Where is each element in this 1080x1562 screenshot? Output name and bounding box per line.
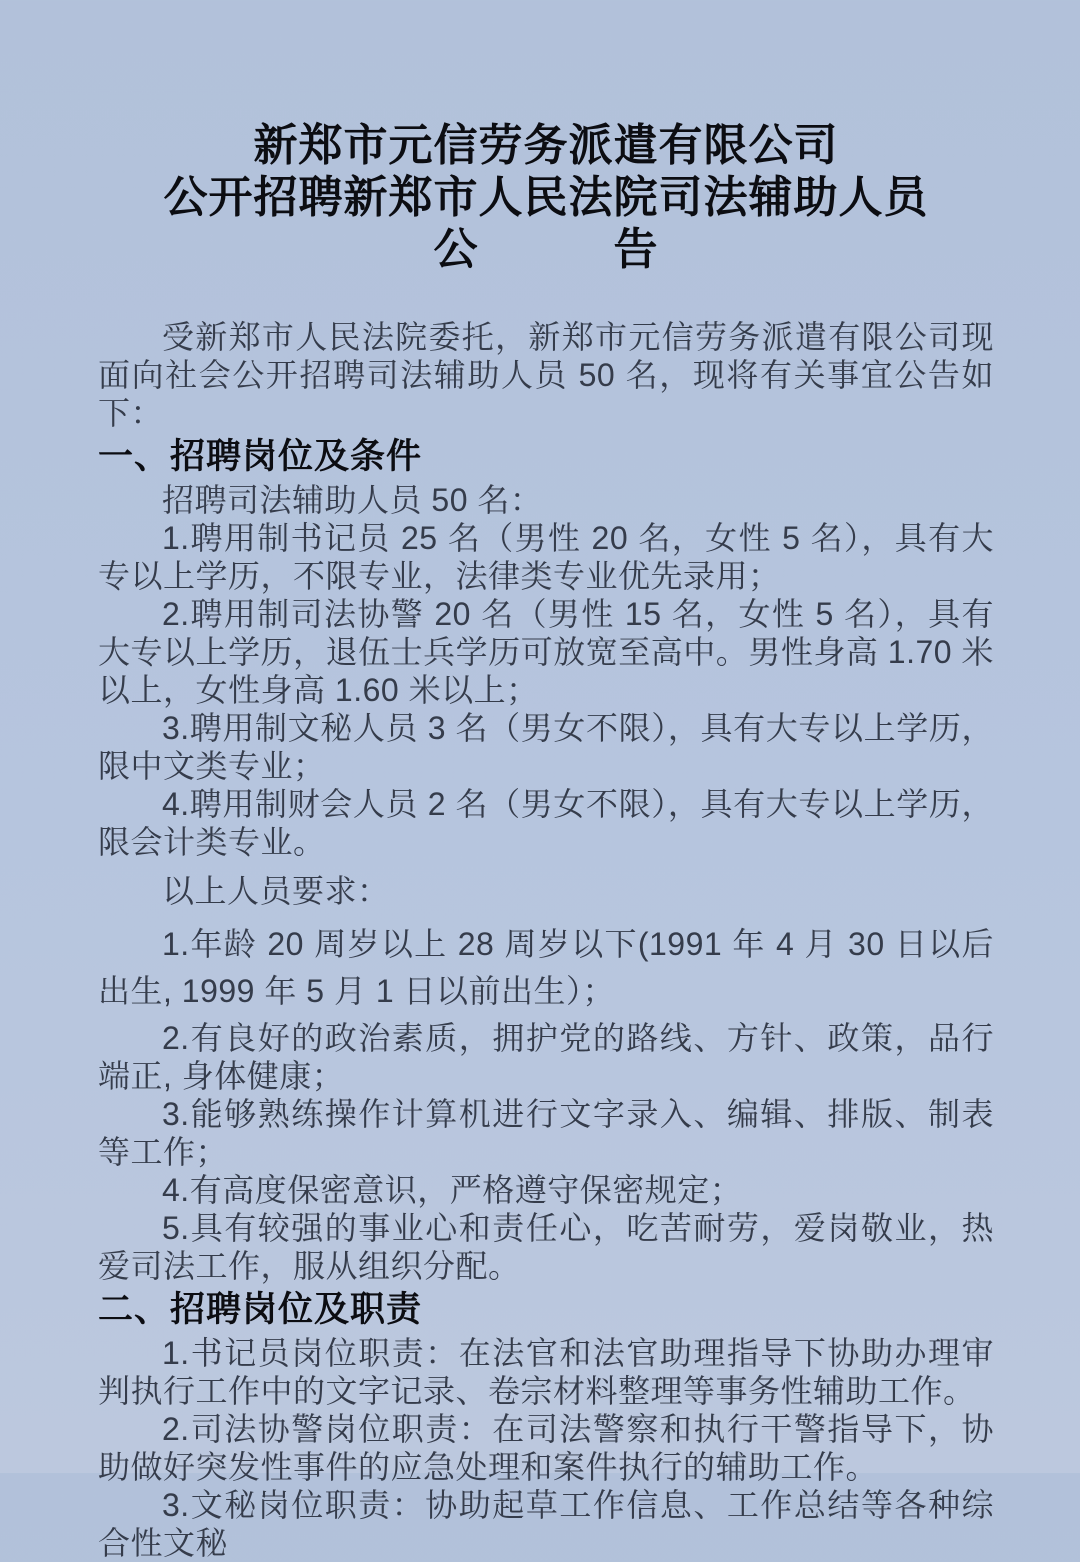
title-recruitment-subject: 公开招聘新郑市人民法院司法辅助人员 [163,173,929,222]
paragraph: 4.聘用制财会人员 2 名（男女不限），具有大专以上学历，限会计类专业。 [98,786,994,860]
document-title [98,120,994,276]
section-heading: 一、招聘岗位及条件 [98,437,423,476]
section-heading: 二、招聘岗位及职责 [98,1290,423,1329]
paragraph: 以上人员要求： [162,873,390,909]
paragraph: 2.有良好的政治素质，拥护党的路线、方针、政策，品行端正, 身体健康； [98,1020,994,1094]
paragraph: 2.聘用制司法协警 20 名（男性 15 名，女性 5 名），具有大专以上学历，退伍士兵学历可放宽至高中。男性身高 1.70 米以上，女性身高 1.60 米以上； [98,596,994,708]
document-body [98,318,994,1562]
paragraph: 1.年龄 20 周岁以上 28 周岁以下(1991 年 4 月 30 日以后出生, 1999 年 5 月 1 日以前出生）； [98,926,994,1009]
paragraph: 4.有高度保密意识，严格遵守保密规定； [162,1172,743,1208]
paragraph: 3.聘用制文秘人员 3 名（男女不限），具有大专以上学历，限中文类专业； [98,710,994,784]
paragraph: 3.能够熟练操作计算机进行文字录入、编辑、排版、制表等工作； [98,1096,994,1170]
title-company-name: 新郑市元信劳务派遣有限公司 [253,121,839,170]
paragraph: 受新郑市人民法院委托，新郑市元信劳务派遣有限公司现面向社会公开招聘司法辅助人员 50 名，现将有关事宜公告如下： [98,319,994,431]
paragraph: 1.书记员岗位职责：在法官和法官助理指导下协助办理审判执行工作中的文字记录、卷宗材料整理等事务性辅助工作。 [98,1335,994,1409]
paragraph: 5.具有较强的事业心和责任心，吃苦耐劳，爱岗敬业，热爱司法工作，服从组织分配。 [98,1210,994,1284]
paragraph: 3.文秘岗位职责：协助起草工作信息、工作总结等各种综合性文秘 [98,1487,994,1561]
title-announcement-label: 公 告 [433,225,659,274]
paragraph: 招聘司法辅助人员 50 名： [162,482,543,518]
paragraph: 2.司法协警岗位职责：在司法警察和执行干警指导下，协助做好突发性事件的应急处理和案件执行的辅助工作。 [98,1411,994,1485]
paragraph: 1.聘用制书记员 25 名（男性 20 名，女性 5 名），具有大专以上学历，不限专业，法律类专业优先录用； [98,520,994,594]
